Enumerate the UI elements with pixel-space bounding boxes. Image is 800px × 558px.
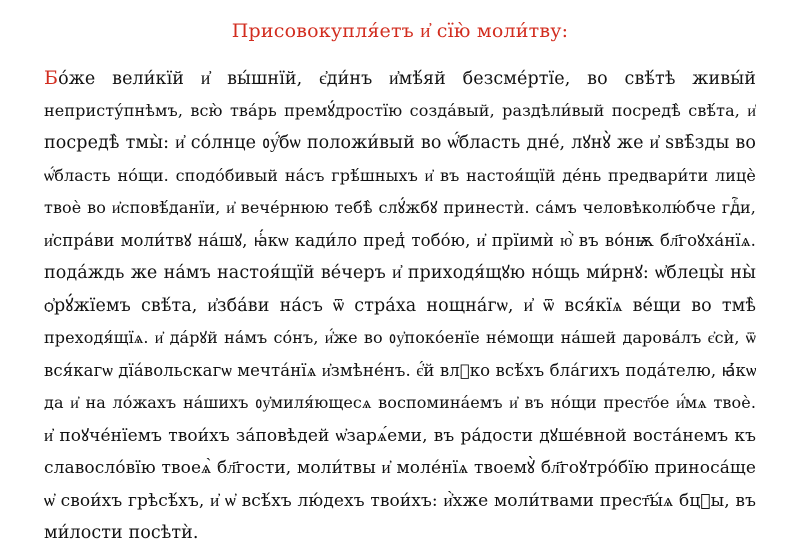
rubric-heading: Присовокупля́етъ и҆ сїю̀ моли́тву: [231,20,569,42]
prayer-line-2: непристу́пнѣмъ, всю̀ тва́рь премꙋ́дростїю созда́вый, раздѣли́вый посредѣ̀ свѣ́та, и҆ [44,100,756,120]
prayer-line-15: ми́лости посѣтѝ. [44,523,199,543]
prayer-line-4: ѡ҆́бласть но́щи. сподо́бивый на́съ грѣ́шныхъ и҆ въ настоя́щїй де́нь предвари́ти лицѐ [44,165,756,185]
prayer-line-8: ѻ҆рꙋ́жїемъ свѣ́та, и҆зба́ви на́съ ѿ стра́ха нощна́гѡ, и҆ ѿ вся́кїѧ ве́щи во тмѣ̀ [44,295,756,316]
drop-initial: Б [44,67,59,89]
prayer-line-5: твоѐ во и҆сповѣ́данїи, и҆ вече́рнюю тебѣ̀ слꙋ́жбꙋ принестѝ. са́мъ человѣколю́бче гдⷭ҇и, [44,198,756,217]
prayer-line-13: славосло́вїю твоеѧ̀ бл҃гости, моли́твы и҆ моле́нїѧ твоемꙋ̀ бл҃гоꙋтро́бїю приноса́ще [44,458,756,478]
prayer-line-6: и҆спра́ви моли́твꙋ на́шꙋ, ꙗ҆́кѡ кади́ло пред̾ тобо́ю, и҆ прїимѝ ю҆̀ въ во́нѭ бл҃гоꙋха́нїѧ. [44,230,756,250]
prayer-line-7: пода́ждь же на́мъ настоя́щїй ве́черъ и҆ приходя́щꙋю но́щь ми́рнꙋ: ѡ҆блецы̀ ны̀ [44,263,756,283]
prayer-line-1-text: о́же вели́кїй и҆ вы́шнїй, є҆ди́нъ и҆мѣ́яй безсме́ртїе, во свѣ́тѣ живы́й [58,69,756,89]
prayer-line-10: вся́кагѡ дїа́вольскагѡ мечта́нїѧ и҆змѣне́нъ. є҆́й влⷣко всѣ́хъ бла́гихъ пода́телю, ꙗ҆́кѡ [44,360,756,380]
prayer-line-11: да и҆ на ло́жахъ на́шихъ ᲂу҆миля́ющесѧ воспомина́емъ и҆ въ но́щи прест҃о́е и҆́мѧ твоѐ. [44,393,756,412]
prayer-line-3: посредѣ̀ тмы̀: и҆ со́лнце ᲂу҆́бѡ положи́вый во ѡ҆́бласть дне́, лꙋнꙋ̀ же и҆ ѕвѣ̑зды во [44,133,756,153]
prayer-line-9: преходя́щїѧ. и҆ да́рꙋй на́мъ со́нъ, и҆́же во ᲂу҆поко́енїе не́мощи на́шей дарова́лъ є҆сѝ, ѿ [44,328,756,347]
prayer-line-14: ѡ҆ свои́хъ грѣсѣ́хъ, и҆ ѡ҆ всѣ́хъ лю́дехъ твои́хъ: и҆̀хже моли́твами прест҃ы́ѧ бцⷣы, въ [44,490,756,511]
prayer-line-1 [44,62,756,95]
prayer-text [44,62,756,550]
prayer-line-12: и҆ поꙋче́нїемъ твои́хъ за́повѣдей ѡ҆зарѧ́еми, въ ра́дости дꙋше́вной воста́немъ къ [44,425,756,446]
